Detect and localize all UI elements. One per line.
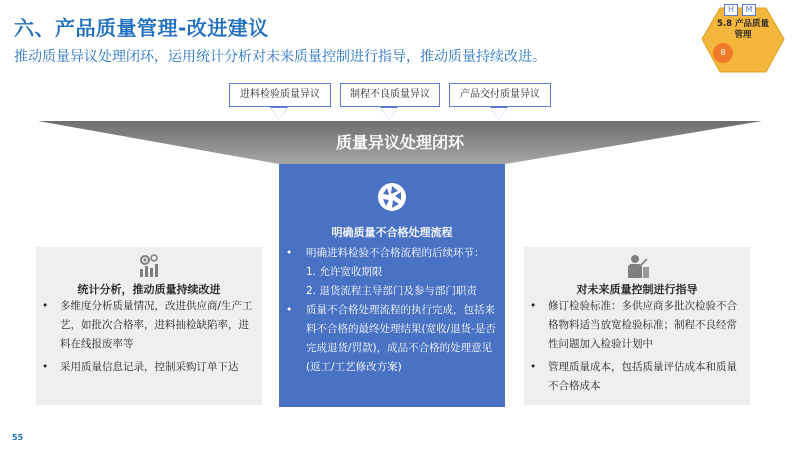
list-item: • 明确进料检验不合格流程的后续环节： [306,244,497,263]
sub-list-item: 1. 允许宽收期限 [306,266,383,278]
top-box-process: 制程不良质量异议 [340,83,440,107]
top-box-incoming: 进料检验质量异议 [229,83,331,107]
list-item: • 质量不合格处理流程的执行完成，包括来料不合格的最终处理结果(宽收/退货-是否完成退货/罚款)，成品不合格的处理意见(返工/工艺修改方案) [306,301,497,377]
center-panel-heading: 明确质量不合格处理流程 [331,226,453,239]
right-panel [524,247,750,405]
left-panel [36,247,262,405]
aperture-icon [377,182,407,216]
page-number: 55 [12,433,24,442]
funnel-title: 质量异议处理闭环 [335,133,464,152]
center-panel [279,164,505,407]
list-item: • 修订检验标准：多供应商多批次检验不合格物料适当放宽检验标准；制程不良经常性问题加入检验计划中 [548,297,744,354]
left-panel-list [36,297,262,381]
list-item: • 多维度分析质量情况，改进供应商/生产工艺，如批次合格率，进料抽检缺陷率，进料在线报废率等 [60,297,256,354]
right-panel-list [524,297,750,400]
person-presenting-icon [624,253,650,283]
tag-h: H [724,4,738,16]
chart-gear-icon [136,253,162,283]
sub-list-item: 2. 退货流程主导部门及参与部门职责 [306,285,477,297]
tag-m: M [742,4,756,16]
left-panel-heading: 统计分析，推动质量持续改进 [77,283,221,296]
list-item: • 管理质量成本，包括质量评估成本和质量不合格成本 [548,358,744,396]
center-panel-list [279,244,505,377]
badge-number: 8 [713,43,733,63]
top-box-delivery: 产品交付质量异议 [449,83,551,107]
list-item: • 采用质量信息记录，控制采购订单下达 [60,358,256,377]
page-title: 六、产品质量管理-改进建议 [14,16,269,40]
badge-label-line1: 5.8 产品质量 [716,19,770,29]
right-panel-heading: 对未来质量控制进行指导 [576,283,698,296]
page-subtitle: 推动质量异议处理闭环，运用统计分析对未来质量控制进行指导，推动质量持续改进。 [14,49,546,65]
badge-label-line2: 管理 [734,30,752,40]
